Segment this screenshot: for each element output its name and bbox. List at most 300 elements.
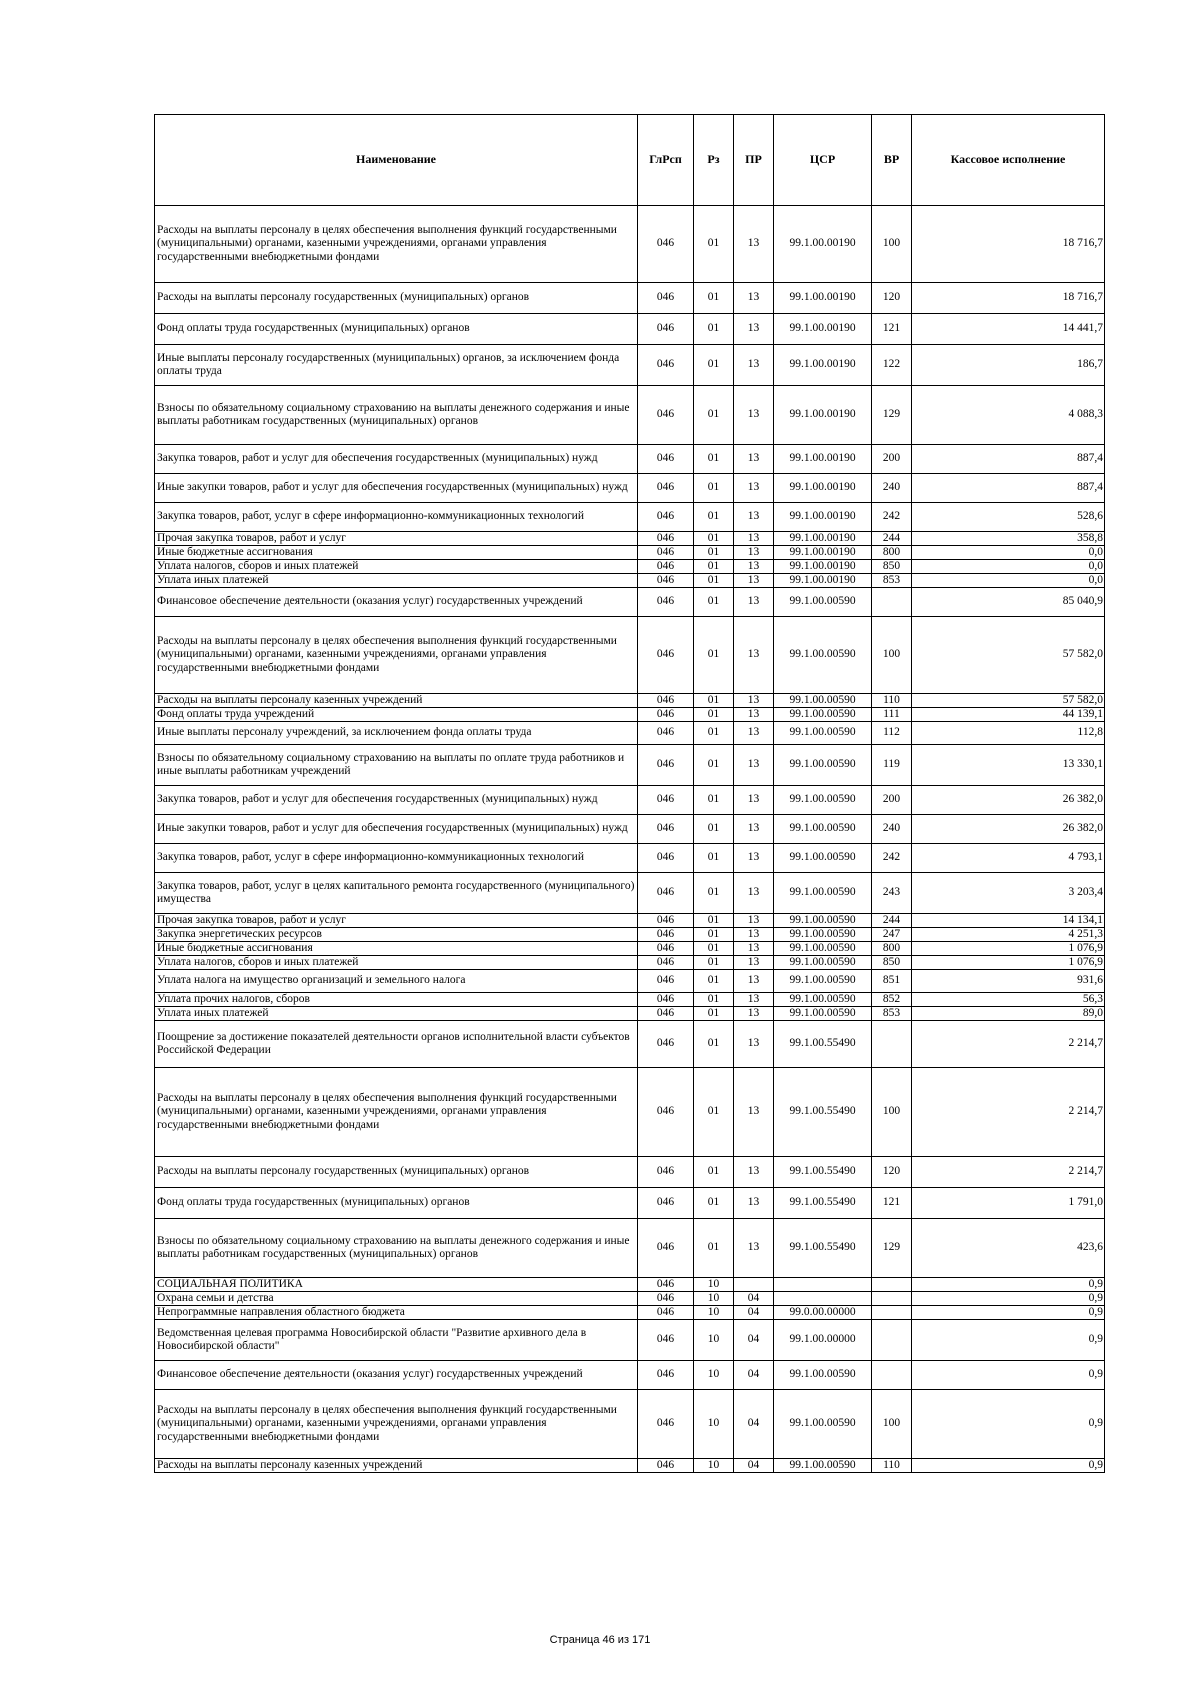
cell-vr: [872, 1292, 912, 1306]
cell-name: Расходы на выплаты персоналу государственных (муниципальных) органов: [155, 283, 638, 314]
cell-rz: 01: [694, 786, 734, 815]
cell-csr: 99.1.00.00590: [774, 942, 872, 956]
table-row: [155, 970, 1105, 993]
cell-csr: 99.1.00.00000: [774, 1320, 872, 1361]
cell-vr: 200: [872, 445, 912, 474]
cell-name: Уплата прочих налогов, сборов: [155, 993, 638, 1007]
cell-name: Взносы по обязательному социальному страхованию на выплаты по оплате труда работников и иные выплаты работникам учреждений: [155, 745, 638, 786]
cell-vr: 247: [872, 928, 912, 942]
table-row: [155, 928, 1105, 942]
cell-vr: 122: [872, 345, 912, 386]
table-row: [155, 1320, 1105, 1361]
cell-sum: 1 076,9: [912, 942, 1105, 956]
cell-sum: 2 214,7: [912, 1021, 1105, 1068]
cell-rz: 01: [694, 560, 734, 574]
header-pr: ПР: [734, 115, 774, 206]
cell-vr: 121: [872, 314, 912, 345]
cell-name: Уплата налогов, сборов и иных платежей: [155, 956, 638, 970]
cell-rz: 01: [694, 1068, 734, 1157]
cell-name: Фонд оплаты труда государственных (муниципальных) органов: [155, 1188, 638, 1219]
cell-csr: 99.1.00.00590: [774, 956, 872, 970]
cell-sum: 0,9: [912, 1361, 1105, 1390]
cell-vr: 110: [872, 1459, 912, 1473]
cell-name: Расходы на выплаты персоналу казенных учреждений: [155, 694, 638, 708]
cell-name: Финансовое обеспечение деятельности (оказания услуг) государственных учреждений: [155, 588, 638, 617]
cell-rz: 01: [694, 942, 734, 956]
cell-grp: 046: [638, 956, 694, 970]
cell-csr: 99.1.00.55490: [774, 1188, 872, 1219]
cell-pr: 13: [734, 786, 774, 815]
cell-rz: 10: [694, 1459, 734, 1473]
cell-csr: 99.1.00.00590: [774, 617, 872, 694]
cell-rz: 01: [694, 1188, 734, 1219]
cell-rz: 01: [694, 283, 734, 314]
cell-rz: 10: [694, 1361, 734, 1390]
cell-sum: 0,9: [912, 1292, 1105, 1306]
cell-grp: 046: [638, 546, 694, 560]
cell-grp: 046: [638, 1320, 694, 1361]
cell-sum: 57 582,0: [912, 694, 1105, 708]
cell-csr: 99.1.00.00190: [774, 474, 872, 503]
cell-sum: 26 382,0: [912, 786, 1105, 815]
cell-sum: 57 582,0: [912, 617, 1105, 694]
cell-pr: 13: [734, 574, 774, 588]
table-row: [155, 314, 1105, 345]
table-row: [155, 1007, 1105, 1021]
cell-name: Иные закупки товаров, работ и услуг для обеспечения государственных (муниципальных) нужд: [155, 474, 638, 503]
cell-name: Расходы на выплаты персоналу в целях обеспечения выполнения функций государственными (муниципальными) органами, казенными учреждениями, органами управления государственными внебюджетными фондами: [155, 1068, 638, 1157]
cell-sum: 1 076,9: [912, 956, 1105, 970]
cell-vr: 100: [872, 206, 912, 283]
cell-vr: [872, 1320, 912, 1361]
cell-vr: 100: [872, 617, 912, 694]
table-row: [155, 1068, 1105, 1157]
cell-rz: 01: [694, 345, 734, 386]
cell-pr: 13: [734, 745, 774, 786]
cell-csr: 99.1.00.00190: [774, 386, 872, 445]
cell-grp: 046: [638, 708, 694, 722]
cell-csr: 99.1.00.00590: [774, 873, 872, 914]
cell-csr: 99.1.00.55490: [774, 1219, 872, 1278]
cell-vr: [872, 1278, 912, 1292]
table-row: [155, 1188, 1105, 1219]
cell-name: Финансовое обеспечение деятельности (оказания услуг) государственных учреждений: [155, 1361, 638, 1390]
cell-pr: 13: [734, 588, 774, 617]
cell-sum: 0,9: [912, 1306, 1105, 1320]
cell-grp: 046: [638, 873, 694, 914]
cell-grp: 046: [638, 1068, 694, 1157]
table-row: [155, 532, 1105, 546]
cell-rz: 10: [694, 1390, 734, 1459]
cell-pr: 13: [734, 345, 774, 386]
cell-rz: 01: [694, 722, 734, 745]
table-row: [155, 1278, 1105, 1292]
cell-grp: 046: [638, 942, 694, 956]
header-name: Наименование: [155, 115, 638, 206]
cell-rz: 01: [694, 617, 734, 694]
cell-name: Охрана семьи и детства: [155, 1292, 638, 1306]
table-row: [155, 1021, 1105, 1068]
cell-csr: 99.1.00.00190: [774, 345, 872, 386]
cell-rz: 01: [694, 503, 734, 532]
cell-vr: 853: [872, 574, 912, 588]
cell-pr: 13: [734, 1157, 774, 1188]
cell-name: Иные выплаты персоналу государственных (муниципальных) органов, за исключением фонда оплаты труда: [155, 345, 638, 386]
cell-grp: 046: [638, 928, 694, 942]
cell-pr: 13: [734, 970, 774, 993]
cell-grp: 046: [638, 722, 694, 745]
cell-pr: 04: [734, 1292, 774, 1306]
cell-pr: 04: [734, 1306, 774, 1320]
table-row: [155, 745, 1105, 786]
cell-sum: 26 382,0: [912, 815, 1105, 844]
cell-pr: 13: [734, 386, 774, 445]
cell-name: Иные выплаты персоналу учреждений, за исключением фонда оплаты труда: [155, 722, 638, 745]
cell-pr: 13: [734, 942, 774, 956]
header-grp: ГлРсп: [638, 115, 694, 206]
cell-grp: 046: [638, 786, 694, 815]
cell-grp: 046: [638, 745, 694, 786]
cell-grp: 046: [638, 617, 694, 694]
cell-name: Расходы на выплаты персоналу в целях обеспечения выполнения функций государственными (муниципальными) органами, казенными учреждениями, органами управления государственными внебюджетными фондами: [155, 1390, 638, 1459]
budget-table: [154, 114, 1105, 1473]
cell-pr: 13: [734, 1219, 774, 1278]
cell-sum: 85 040,9: [912, 588, 1105, 617]
cell-rz: 01: [694, 588, 734, 617]
cell-vr: 112: [872, 722, 912, 745]
cell-pr: 13: [734, 708, 774, 722]
cell-grp: 046: [638, 560, 694, 574]
cell-vr: 129: [872, 1219, 912, 1278]
cell-name: Закупка товаров, работ, услуг в сфере информационно-коммуникационных технологий: [155, 844, 638, 873]
cell-name: Расходы на выплаты персоналу в целях обеспечения выполнения функций государственными (муниципальными) органами, казенными учреждениями, органами управления государственными внебюджетными фондами: [155, 617, 638, 694]
cell-pr: 13: [734, 445, 774, 474]
cell-sum: 2 214,7: [912, 1157, 1105, 1188]
cell-sum: 0,0: [912, 560, 1105, 574]
cell-sum: 0,0: [912, 546, 1105, 560]
cell-csr: 99.1.00.00590: [774, 928, 872, 942]
header-sum: Кассовое исполнение: [912, 115, 1105, 206]
cell-rz: 01: [694, 694, 734, 708]
table-row: [155, 873, 1105, 914]
cell-grp: 046: [638, 1361, 694, 1390]
table-row: [155, 283, 1105, 314]
cell-rz: 01: [694, 445, 734, 474]
cell-rz: 01: [694, 844, 734, 873]
cell-rz: 01: [694, 474, 734, 503]
cell-rz: 10: [694, 1292, 734, 1306]
cell-name: Иные бюджетные ассигнования: [155, 942, 638, 956]
table-row: [155, 1306, 1105, 1320]
cell-grp: 046: [638, 314, 694, 345]
cell-vr: 100: [872, 1068, 912, 1157]
cell-name: Иные закупки товаров, работ и услуг для обеспечения государственных (муниципальных) нужд: [155, 815, 638, 844]
cell-pr: 04: [734, 1390, 774, 1459]
cell-csr: 99.1.00.00190: [774, 560, 872, 574]
cell-pr: 13: [734, 815, 774, 844]
budget-table-sheet: [154, 114, 1104, 1473]
table-row: [155, 942, 1105, 956]
page-number: Страница 46 из 171: [549, 1634, 651, 1646]
table-row: [155, 844, 1105, 873]
cell-name: Закупка товаров, работ, услуг в сфере информационно-коммуникационных технологий: [155, 503, 638, 532]
cell-vr: 129: [872, 386, 912, 445]
table-row: [155, 956, 1105, 970]
cell-sum: 2 214,7: [912, 1068, 1105, 1157]
cell-sum: 14 441,7: [912, 314, 1105, 345]
cell-sum: 887,4: [912, 474, 1105, 503]
cell-rz: 10: [694, 1320, 734, 1361]
cell-rz: 01: [694, 1007, 734, 1021]
cell-grp: 046: [638, 694, 694, 708]
cell-grp: 046: [638, 1157, 694, 1188]
cell-pr: 13: [734, 844, 774, 873]
cell-name: Взносы по обязательному социальному страхованию на выплаты денежного содержания и иные выплаты работникам государственных (муниципальных) органов: [155, 386, 638, 445]
cell-name: СОЦИАЛЬНАЯ ПОЛИТИКА: [155, 1278, 638, 1292]
cell-pr: 13: [734, 928, 774, 942]
cell-sum: 528,6: [912, 503, 1105, 532]
cell-vr: 850: [872, 956, 912, 970]
header-vr: ВР: [872, 115, 912, 206]
cell-sum: 4 251,3: [912, 928, 1105, 942]
cell-rz: 01: [694, 993, 734, 1007]
table-row: [155, 345, 1105, 386]
cell-pr: 13: [734, 283, 774, 314]
cell-csr: 99.1.00.00590: [774, 745, 872, 786]
cell-vr: 119: [872, 745, 912, 786]
table-row: [155, 474, 1105, 503]
cell-csr: 99.1.00.00590: [774, 844, 872, 873]
cell-csr: 99.1.00.00590: [774, 1390, 872, 1459]
cell-vr: 100: [872, 1390, 912, 1459]
cell-rz: 01: [694, 815, 734, 844]
table-row: [155, 503, 1105, 532]
cell-csr: 99.1.00.55490: [774, 1068, 872, 1157]
cell-grp: 046: [638, 1390, 694, 1459]
cell-sum: 44 139,1: [912, 708, 1105, 722]
table-row: [155, 993, 1105, 1007]
cell-vr: [872, 1306, 912, 1320]
cell-rz: 01: [694, 532, 734, 546]
cell-pr: 13: [734, 1068, 774, 1157]
cell-sum: 887,4: [912, 445, 1105, 474]
cell-vr: [872, 1021, 912, 1068]
cell-rz: 01: [694, 1219, 734, 1278]
cell-csr: 99.1.00.00190: [774, 283, 872, 314]
cell-grp: 046: [638, 588, 694, 617]
cell-pr: 13: [734, 1007, 774, 1021]
cell-vr: 851: [872, 970, 912, 993]
table-row: [155, 574, 1105, 588]
cell-vr: 240: [872, 815, 912, 844]
cell-grp: 046: [638, 206, 694, 283]
table-row: [155, 1361, 1105, 1390]
cell-csr: 99.1.00.00590: [774, 588, 872, 617]
table-row: [155, 588, 1105, 617]
cell-sum: 56,3: [912, 993, 1105, 1007]
cell-csr: 99.1.00.00590: [774, 1007, 872, 1021]
cell-pr: 13: [734, 532, 774, 546]
cell-grp: 046: [638, 970, 694, 993]
cell-csr: 99.1.00.00590: [774, 1361, 872, 1390]
cell-grp: 046: [638, 1278, 694, 1292]
table-row: [155, 815, 1105, 844]
table-header-row: [155, 115, 1105, 206]
cell-pr: [734, 1278, 774, 1292]
cell-csr: 99.1.00.00590: [774, 722, 872, 745]
cell-name: Прочая закупка товаров, работ и услуг: [155, 914, 638, 928]
cell-sum: 0,9: [912, 1320, 1105, 1361]
cell-vr: 850: [872, 560, 912, 574]
cell-name: Расходы на выплаты персоналу в целях обеспечения выполнения функций государственными (муниципальными) органами, казенными учреждениями, органами управления государственными внебюджетными фондами: [155, 206, 638, 283]
cell-pr: 13: [734, 993, 774, 1007]
cell-rz: 01: [694, 956, 734, 970]
cell-name: Ведомственная целевая программа Новосибирской области "Развитие архивного дела в Новосибирской области": [155, 1320, 638, 1361]
cell-vr: 243: [872, 873, 912, 914]
cell-grp: 046: [638, 844, 694, 873]
cell-sum: 423,6: [912, 1219, 1105, 1278]
cell-grp: 046: [638, 815, 694, 844]
cell-name: Уплата налога на имущество организаций и земельного налога: [155, 970, 638, 993]
cell-csr: 99.1.00.00590: [774, 694, 872, 708]
cell-csr: 99.1.00.00590: [774, 970, 872, 993]
cell-rz: 01: [694, 386, 734, 445]
cell-grp: 046: [638, 1292, 694, 1306]
cell-vr: 120: [872, 283, 912, 314]
cell-csr: 99.1.00.00190: [774, 532, 872, 546]
cell-grp: 046: [638, 283, 694, 314]
cell-grp: 046: [638, 474, 694, 503]
cell-rz: 01: [694, 970, 734, 993]
cell-pr: 13: [734, 546, 774, 560]
cell-sum: 0,9: [912, 1278, 1105, 1292]
cell-pr: 13: [734, 503, 774, 532]
cell-csr: 99.1.00.00190: [774, 574, 872, 588]
table-row: [155, 206, 1105, 283]
cell-csr: 99.1.00.00590: [774, 914, 872, 928]
cell-csr: 99.1.00.00590: [774, 786, 872, 815]
cell-pr: 13: [734, 722, 774, 745]
cell-grp: 046: [638, 503, 694, 532]
cell-rz: 10: [694, 1278, 734, 1292]
cell-name: Закупка товаров, работ и услуг для обеспечения государственных (муниципальных) нужд: [155, 445, 638, 474]
cell-vr: 110: [872, 694, 912, 708]
cell-grp: 046: [638, 1459, 694, 1473]
cell-csr: 99.1.00.00190: [774, 206, 872, 283]
cell-rz: 01: [694, 928, 734, 942]
cell-pr: 13: [734, 314, 774, 345]
cell-rz: 01: [694, 708, 734, 722]
cell-grp: 046: [638, 1021, 694, 1068]
cell-grp: 046: [638, 386, 694, 445]
cell-rz: 01: [694, 314, 734, 345]
cell-csr: 99.0.00.00000: [774, 1306, 872, 1320]
cell-grp: 046: [638, 1188, 694, 1219]
cell-csr: 99.1.00.00590: [774, 993, 872, 1007]
cell-sum: 4 088,3: [912, 386, 1105, 445]
cell-csr: 99.1.00.00190: [774, 546, 872, 560]
cell-vr: 120: [872, 1157, 912, 1188]
table-row: [155, 1459, 1105, 1473]
table-row: [155, 386, 1105, 445]
cell-pr: 13: [734, 694, 774, 708]
header-csr: ЦСР: [774, 115, 872, 206]
cell-sum: 18 716,7: [912, 206, 1105, 283]
table-row: [155, 694, 1105, 708]
cell-sum: 4 793,1: [912, 844, 1105, 873]
table-row: [155, 786, 1105, 815]
cell-sum: 358,8: [912, 532, 1105, 546]
cell-vr: 200: [872, 786, 912, 815]
cell-grp: 046: [638, 574, 694, 588]
cell-pr: 04: [734, 1459, 774, 1473]
header-rz: Рз: [694, 115, 734, 206]
cell-vr: 852: [872, 993, 912, 1007]
cell-csr: 99.1.00.00190: [774, 445, 872, 474]
cell-grp: 046: [638, 1007, 694, 1021]
cell-vr: 800: [872, 942, 912, 956]
table-row: [155, 1219, 1105, 1278]
cell-vr: [872, 1361, 912, 1390]
cell-sum: 186,7: [912, 345, 1105, 386]
cell-pr: 13: [734, 617, 774, 694]
cell-vr: 242: [872, 844, 912, 873]
cell-name: Закупка товаров, работ, услуг в целях капитального ремонта государственного (муниципального) имущества: [155, 873, 638, 914]
cell-pr: 13: [734, 1188, 774, 1219]
cell-pr: 13: [734, 560, 774, 574]
cell-name: Закупка товаров, работ и услуг для обеспечения государственных (муниципальных) нужд: [155, 786, 638, 815]
cell-vr: 111: [872, 708, 912, 722]
cell-vr: 244: [872, 532, 912, 546]
cell-csr: 99.1.00.00190: [774, 314, 872, 345]
cell-grp: 046: [638, 1306, 694, 1320]
cell-csr: 99.1.00.55490: [774, 1021, 872, 1068]
cell-rz: 01: [694, 546, 734, 560]
cell-grp: 046: [638, 914, 694, 928]
cell-rz: 01: [694, 745, 734, 786]
cell-rz: 01: [694, 914, 734, 928]
cell-rz: 01: [694, 206, 734, 283]
cell-pr: 13: [734, 474, 774, 503]
cell-rz: 01: [694, 1157, 734, 1188]
cell-name: Уплата иных платежей: [155, 574, 638, 588]
table-row: [155, 722, 1105, 745]
cell-vr: 242: [872, 503, 912, 532]
cell-csr: 99.1.00.00590: [774, 1459, 872, 1473]
cell-sum: 0,0: [912, 574, 1105, 588]
cell-pr: 13: [734, 1021, 774, 1068]
cell-pr: 13: [734, 206, 774, 283]
cell-sum: 18 716,7: [912, 283, 1105, 314]
table-row: [155, 1390, 1105, 1459]
cell-vr: 240: [872, 474, 912, 503]
cell-name: Закупка энергетических ресурсов: [155, 928, 638, 942]
cell-vr: [872, 588, 912, 617]
table-row: [155, 617, 1105, 694]
cell-sum: 89,0: [912, 1007, 1105, 1021]
cell-rz: 10: [694, 1306, 734, 1320]
cell-sum: 0,9: [912, 1390, 1105, 1459]
cell-csr: [774, 1292, 872, 1306]
cell-sum: 3 203,4: [912, 873, 1105, 914]
cell-vr: 244: [872, 914, 912, 928]
table-row: [155, 546, 1105, 560]
cell-grp: 046: [638, 445, 694, 474]
table-row: [155, 1157, 1105, 1188]
cell-pr: 13: [734, 956, 774, 970]
cell-pr: 13: [734, 914, 774, 928]
cell-name: Взносы по обязательному социальному страхованию на выплаты денежного содержания и иные выплаты работникам государственных (муниципальных) органов: [155, 1219, 638, 1278]
